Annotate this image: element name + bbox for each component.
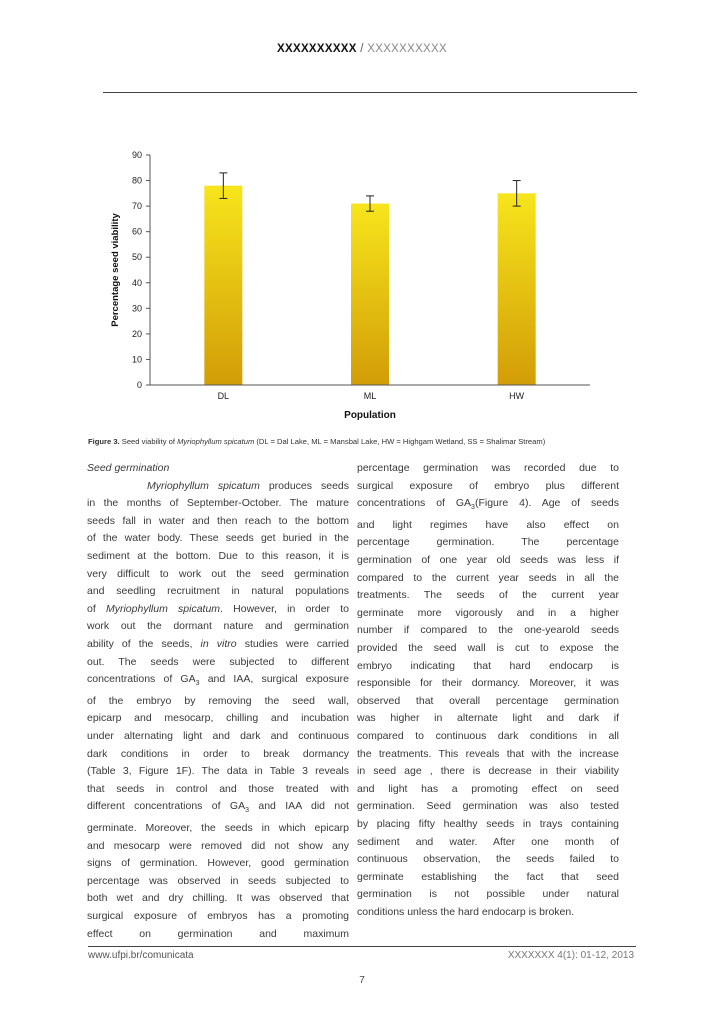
text-line: in the months of September-October. The mature — [87, 497, 349, 510]
footer-url: www.ufpi.br/comunicata — [88, 950, 194, 961]
text-line: concentrations of $GA_3(Figure$ 4). Age of seeds — [357, 497, 619, 512]
text-line: (Table 3, Figure 1F). The data in Table 3 reveals — [87, 765, 349, 778]
body-column-right — [357, 460, 619, 922]
text-line: germinate establishing the fact that seed — [357, 870, 619, 883]
x-tick-label-hw: HW — [509, 391, 525, 401]
footer-citation: XXXXXXX 4(1): 01-12, 2013 — [507, 950, 634, 961]
text-line: percentage was observed in seeds subjected to — [87, 874, 349, 887]
text-line: different concentrations of $GA_3$ and IAA did not — [87, 800, 349, 815]
figure-caption — [88, 437, 648, 446]
text-line: work out the dormant nature and germination — [87, 620, 349, 633]
text-line: observed that overall percentage germination — [357, 694, 619, 707]
x-tick-label-dl: DL — [217, 391, 230, 401]
text-line: treatments. The seeds of the current year — [357, 589, 619, 602]
text-line: surgical exposure of embryo plus different — [357, 479, 619, 492]
text-line: ability of the seeds, in vitro studies were carried — [87, 637, 349, 650]
y-tick-label: 0 — [136, 380, 142, 390]
bar-dl — [204, 186, 242, 385]
text-line: both wet and dry chilling. It was observed that — [87, 892, 349, 905]
caption-species: Myriophyllum spicatum — [177, 437, 255, 446]
text-line: out. The seeds were subjected to different — [87, 655, 349, 668]
journal-name-light: XXXXXXXXXX — [367, 43, 447, 55]
text-line: sediment and water. After one month of — [357, 835, 619, 848]
header-separator: / — [356, 43, 368, 55]
text-line: germinate. Moreover, the seeds in which epicarp — [87, 822, 349, 835]
text-line: signs of germination. However, good germination — [87, 857, 349, 870]
y-tick-label: 70 — [131, 201, 142, 212]
figure-label: Figure 3. — [88, 437, 120, 446]
y-tick-label: 80 — [131, 175, 142, 186]
x-tick-label-ml: ML — [363, 391, 377, 401]
text-line: compared to the current year seeds in all the — [357, 571, 619, 584]
y-axis-ticks — [132, 150, 150, 390]
bar-hw — [498, 193, 536, 385]
journal-name: XXXXXXXXXX — [277, 43, 357, 55]
text-line: and mesocarp were removed did not show any — [87, 839, 349, 852]
text-line: of Myriophyllum spicatum. However, in order to — [87, 602, 349, 615]
text-line: germination of one year old seeds was less if — [357, 554, 619, 567]
y-tick-label: 90 — [131, 150, 142, 160]
text-line: seeds fall in water and then reach to the bottom — [87, 514, 349, 527]
right-column-text — [357, 460, 619, 922]
text-line: of the water body. These seeds get buried in the — [87, 532, 349, 545]
bars-group — [204, 173, 535, 385]
page-number: 7 — [359, 975, 365, 986]
text-line: concentrations of $GA_3$ and IAA, surgical exposure — [87, 673, 350, 688]
body-column-left — [87, 460, 349, 943]
text-line: epicarp and mesocarp, chilling and incubation — [87, 712, 349, 725]
text-line: was higher in alternate light and dark if — [357, 712, 619, 725]
text-line: dark conditions in order to break dormancy — [87, 747, 349, 760]
text-line: continuous observation, the seeds failed to — [357, 853, 619, 866]
text-line: germination is not possible under natural — [357, 888, 619, 901]
text-line: number if compared to the one-yearold seeds — [357, 624, 619, 637]
footer-rule — [88, 946, 636, 947]
text-line: germinate more vigorously and in a higher — [357, 606, 619, 619]
text-line: conditions unless the hard endocarp is broken. — [357, 905, 575, 918]
text-line: in seed age , there is decrease in their viability — [357, 765, 619, 778]
text-line: that seeds in control and those treated with — [87, 782, 349, 795]
text-line: of the embryo by removing the seed wall, — [87, 694, 349, 707]
text-line: and light has a promoting effect on seed — [357, 782, 619, 795]
y-tick-label: 60 — [131, 226, 142, 237]
text-line: compared to continuous dark conditions in all — [357, 730, 619, 742]
y-tick-label: 50 — [131, 252, 142, 263]
bar-ml — [351, 204, 389, 385]
text-line: Myriophyllum spicatum produces seeds — [147, 479, 349, 492]
text-line: percentage germination was recorded due to — [357, 462, 619, 474]
caption-text-after: (DL = Dal Lake, ML = Mansbal Lake, HW = Highgam Wetland, SS = Shalimar Stream) — [254, 437, 546, 446]
y-tick-label: 20 — [131, 328, 142, 339]
text-line: embryo indicating that hard endocarp is — [357, 659, 619, 672]
text-line: by placing fifty healthy seeds in trays containing — [357, 817, 619, 830]
caption-text-before: Seed viability of — [119, 437, 178, 446]
y-tick-label: 30 — [131, 303, 142, 314]
text-line: sediment at the bottom. Due to this reason, it is — [87, 549, 349, 562]
y-tick-label: 40 — [131, 277, 142, 288]
running-header — [0, 43, 724, 55]
text-line: surgical exposure of embryos has a promoting — [87, 910, 349, 923]
text-line: provided the seed wall is cut to expose the — [357, 642, 619, 655]
header-rule — [103, 92, 637, 93]
text-line: the treatments. This reveals that with the increase — [357, 747, 619, 760]
text-line: responsible for their dormancy. Moreover, it was — [357, 677, 619, 690]
text-line: germination. Seed germination was also tested — [357, 800, 619, 813]
text-line: percentage germination. The percentage — [357, 536, 619, 549]
x-axis-title: Population — [344, 410, 396, 421]
text-line: and light regimes have also effect on — [357, 518, 619, 531]
y-axis-title: Percentage seed viability — [110, 213, 121, 327]
text-line: very difficult to work out the seed germination — [87, 567, 349, 580]
section-title: Seed germination — [87, 462, 170, 474]
left-column-text — [87, 478, 349, 944]
text-line: and seedling recruitment in natural populations — [87, 585, 349, 598]
y-tick-label: 10 — [131, 354, 142, 365]
text-line: effect on germination and maximum — [87, 927, 349, 940]
text-line: under alternating light and dark and continuous — [87, 730, 349, 742]
x-axis-tick-labels — [218, 391, 525, 401]
seed-viability-bar-chart — [100, 140, 620, 430]
